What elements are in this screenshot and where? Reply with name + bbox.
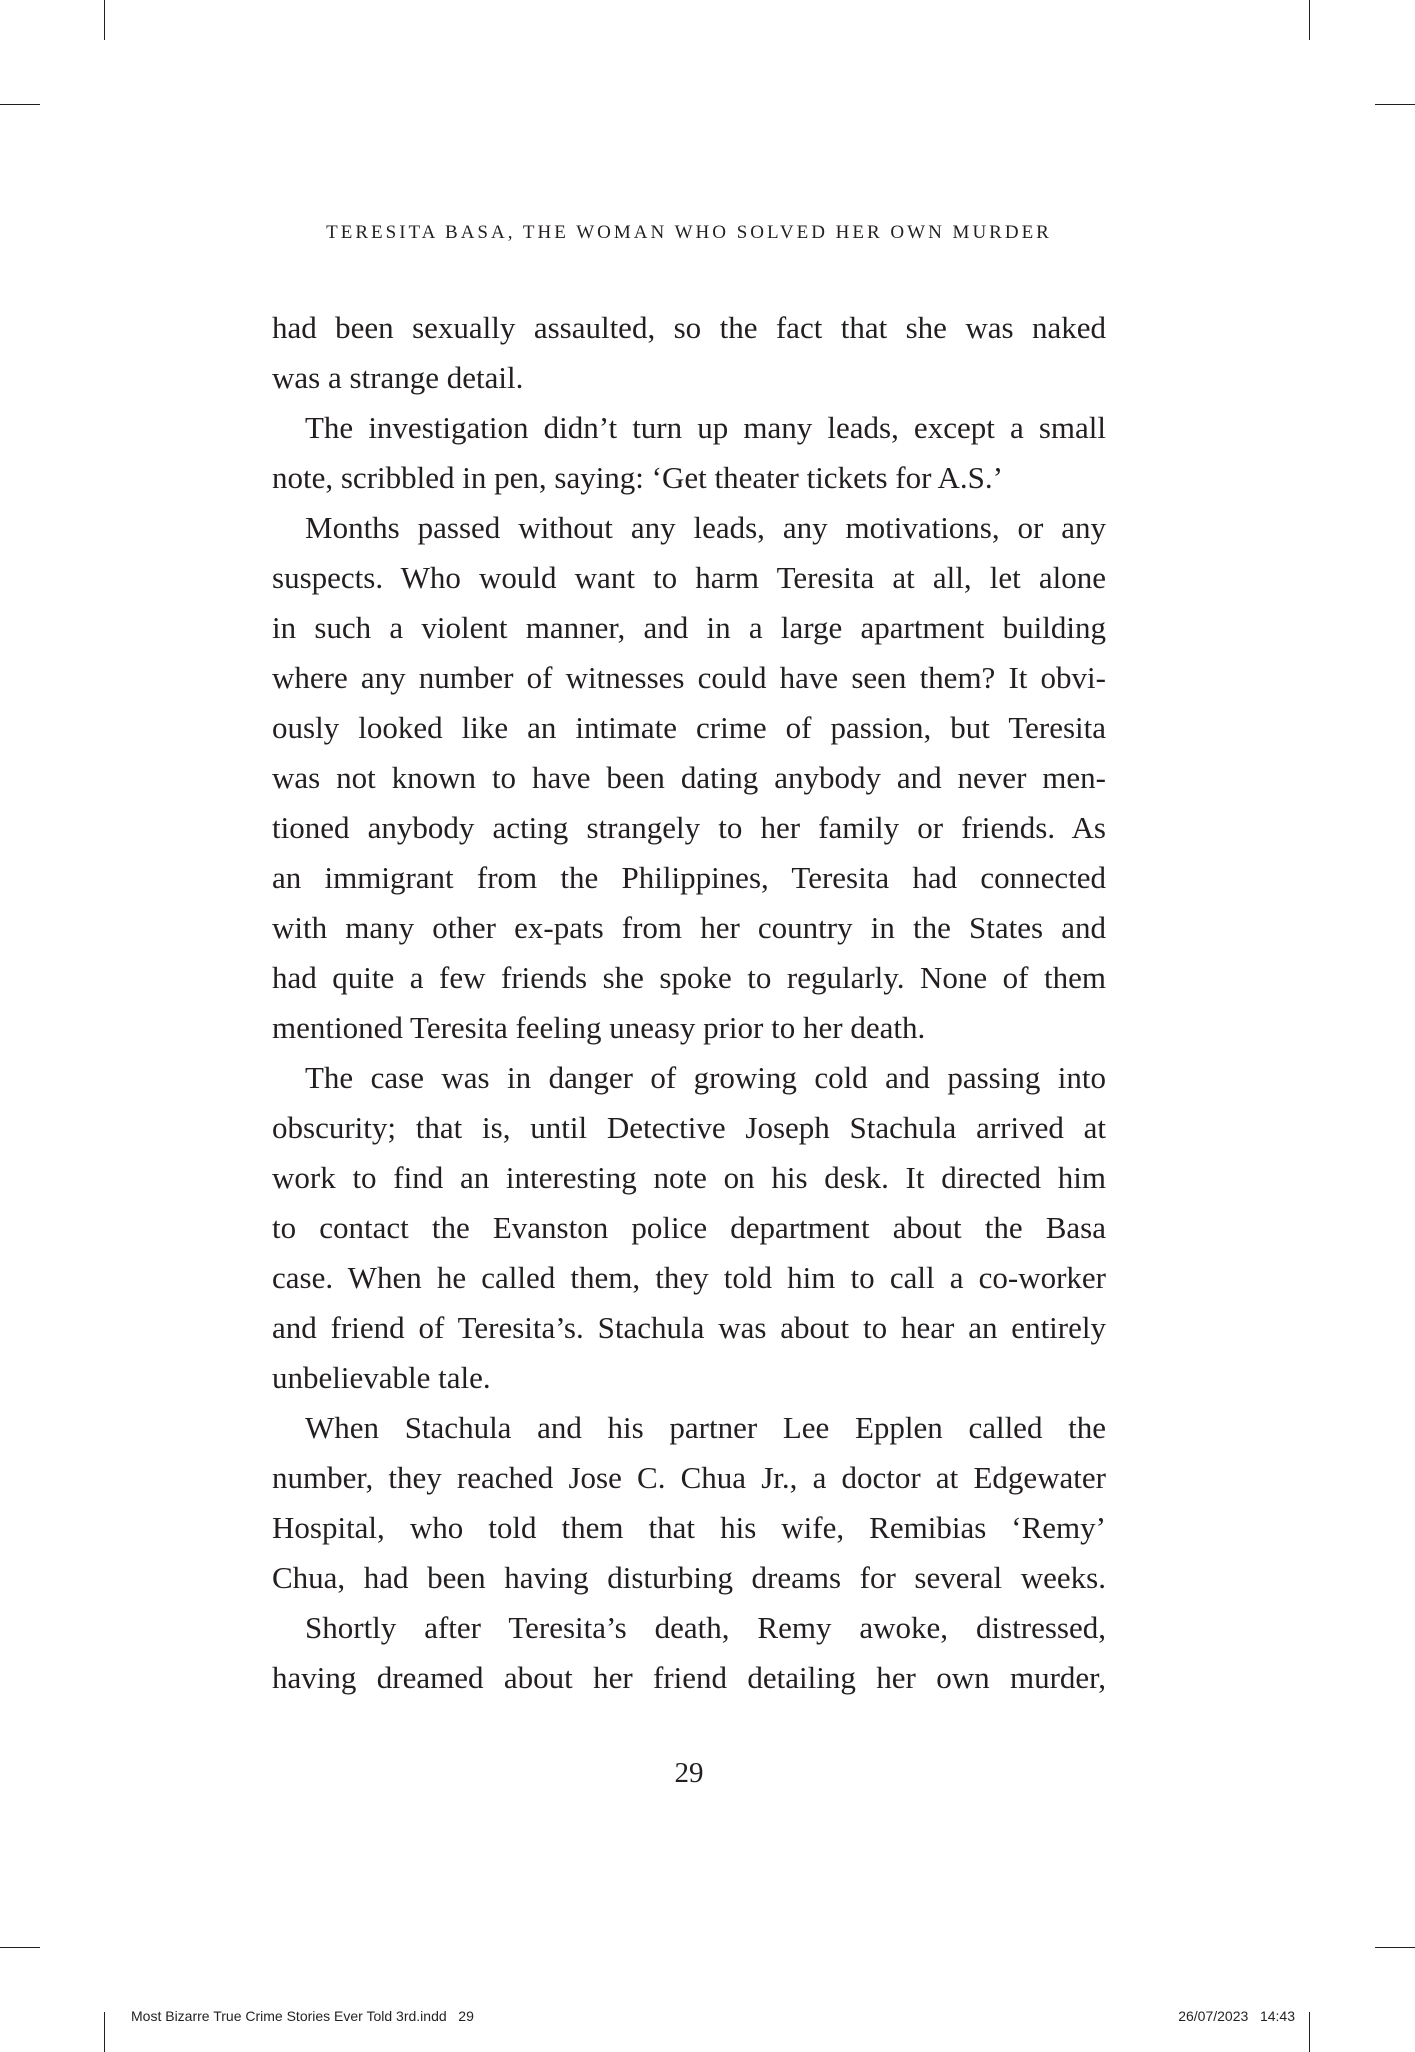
text-line: note, scribbled in pen, saying: ‘Get theater tickets for A.S.’	[272, 460, 1003, 495]
text-line: tioned anybody acting strangely to her family or friends. As	[272, 810, 1106, 845]
text-line: with many other ex-pats from her country in the States and	[272, 910, 1106, 945]
text-line: an immigrant from the Philippines, Teresita had connected	[272, 860, 1106, 895]
text-line: work to find an interesting note on his desk. It directed him	[272, 1160, 1106, 1195]
text-line: where any number of witnesses could have seen them? It obvi-	[272, 660, 1106, 695]
text-line: ously looked like an intimate crime of passion, but Teresita	[272, 710, 1106, 745]
text-line: having dreamed about her friend detailing her own murder,	[272, 1660, 1106, 1695]
text-line: Hospital, who told them that his wife, Remibias ‘Remy’	[272, 1510, 1106, 1545]
text-line: Shortly after Teresita’s death, Remy awoke, distressed,	[305, 1610, 1106, 1645]
text-line: was a strange detail.	[272, 360, 524, 395]
crop-mark-top-right	[1309, 0, 1310, 40]
crop-mark-left-bottom	[0, 1947, 40, 1948]
text-line: When Stachula and his partner Lee Epplen called the	[305, 1410, 1106, 1445]
text-line: had been sexually assaulted, so the fact that she was naked	[272, 310, 1106, 345]
text-line: to contact the Evanston police department about the Basa	[272, 1210, 1106, 1245]
text-line: The case was in danger of growing cold and passing into	[305, 1060, 1106, 1095]
text-line: mentioned Teresita feeling uneasy prior to her death.	[272, 1010, 926, 1045]
crop-mark-bottom-right	[1309, 2012, 1310, 2052]
slug-file-name: Most Bizarre True Crime Stories Ever Told 3rd.indd 29	[131, 2008, 474, 2024]
running-head: TERESITA BASA, THE WOMAN WHO SOLVED HER OWN MURDER	[326, 222, 1052, 243]
crop-mark-left-top	[0, 104, 40, 105]
text-line: obscurity; that is, until Detective Joseph Stachula arrived at	[272, 1110, 1106, 1145]
crop-mark-right-bottom	[1375, 1947, 1415, 1948]
text-line: The investigation didn’t turn up many leads, except a small	[305, 410, 1106, 445]
text-line: Chua, had been having disturbing dreams for several weeks.	[272, 1560, 1106, 1595]
text-line: case. When he called them, they told him to call a co-worker	[272, 1260, 1106, 1295]
page-number: 29	[674, 1757, 704, 1789]
text-line: in such a violent manner, and in a large apartment building	[272, 610, 1106, 645]
text-line: had quite a few friends she spoke to regularly. None of them	[272, 960, 1106, 995]
body-text	[272, 303, 1106, 1703]
text-line: and friend of Teresita’s. Stachula was about to hear an entirely	[272, 1310, 1106, 1345]
text-line: number, they reached Jose C. Chua Jr., a doctor at Edgewater	[272, 1460, 1106, 1495]
text-line: suspects. Who would want to harm Teresita at all, let alone	[272, 560, 1106, 595]
text-line: unbelievable tale.	[272, 1360, 491, 1395]
text-line: was not known to have been dating anybody and never men-	[272, 760, 1106, 795]
crop-mark-bottom-left	[104, 2012, 105, 2052]
crop-mark-right-top	[1375, 104, 1415, 105]
text-line: Months passed without any leads, any motivations, or any	[305, 510, 1106, 545]
slug-timestamp: 26/07/2023 14:43	[1178, 2008, 1295, 2024]
crop-mark-top-left	[104, 0, 105, 40]
